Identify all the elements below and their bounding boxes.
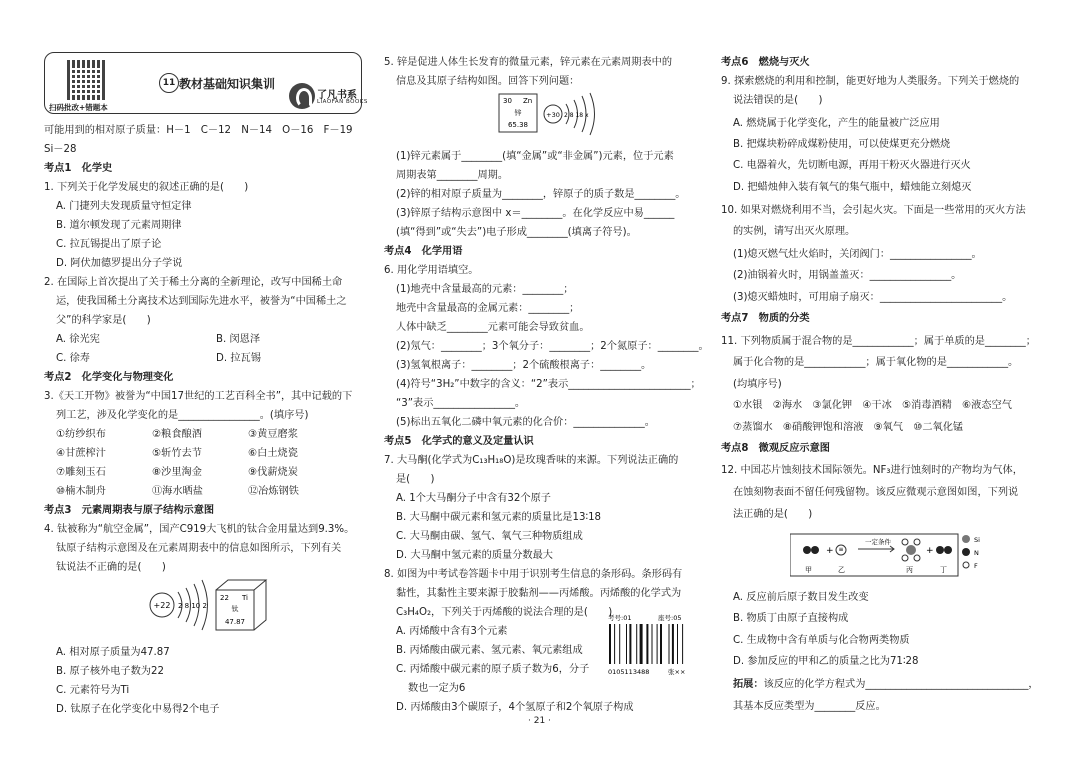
text-line: 周期表第________周期。 <box>396 170 509 181</box>
text-line: 拓展：该反应的化学方程式为________________________________， <box>733 679 1039 690</box>
legend-f: F <box>974 562 978 570</box>
titanium-figure <box>140 578 280 644</box>
zn-number: 30 <box>503 97 512 105</box>
zn-nucleus: +30 <box>546 111 560 119</box>
text-line: (填“得到”或“失去”)电子形成________(填离子符号)。 <box>396 227 637 238</box>
text-line: 地壳中含量最高的金属元素：________； <box>396 303 580 314</box>
text-line: C. 生成物中含有单质与化合物两类物质 <box>733 635 910 646</box>
seat-number: 座号:05 <box>658 614 682 622</box>
text-line: 其基本反应类型为________反应。 <box>733 701 886 712</box>
publisher-name: 了凡书系 <box>317 90 357 101</box>
text-line: A. 反应前后原子数目发生改变 <box>733 592 869 603</box>
text-line: ⑤斩竹去节 <box>152 448 202 459</box>
text-line: 父”的科学家是( ) <box>56 315 151 326</box>
text-line: ④甘蔗榨汁 <box>56 448 106 459</box>
text-line: (1)地壳中含量最高的元素：________； <box>396 284 574 295</box>
text-line: B. 大马酮中碳元素和氢元素的质量比是13∶18 <box>396 512 602 523</box>
text-line: ⑫冶炼钢铁 <box>248 486 299 497</box>
zn-shells: 2 8 18 x <box>564 112 589 119</box>
text-line: A. 相对原子质量为47.87 <box>56 647 170 658</box>
section-heading: 考点4 化学用语 <box>384 246 463 257</box>
label-jia: 甲 <box>805 566 812 574</box>
text-line: (3)熄灭蜡烛时，可用扇子扇灭：________________________。 <box>733 292 1013 303</box>
text-line: (2)锌的相对原子质量为________，锌原子的质子数是________。 <box>396 189 686 200</box>
barcode-bar <box>660 624 662 664</box>
text-line: 11. 下列物质属于混合物的是____________；属于单质的是________； <box>721 336 1036 347</box>
section-heading: 考点7 物质的分类 <box>721 313 810 324</box>
barcode-bars <box>609 624 683 664</box>
label-bing: 丙 <box>906 566 913 574</box>
text-line: A. 门捷列夫发现质量守恒定律 <box>56 201 192 212</box>
ti-nucleus: +22 <box>153 601 171 610</box>
section-heading: 考点1 化学史 <box>44 163 113 174</box>
svg-text:+: + <box>926 546 934 556</box>
barcode-bar <box>652 624 653 664</box>
qr-caption: 扫码批改+错题本 <box>49 103 108 112</box>
text-line: 8. 如图为中考试卷答题卡中用于识别考生信息的条形码。条形码有 <box>384 569 683 580</box>
page-number: · 21 · <box>528 716 551 726</box>
text-line: D. 丙烯酸由3个碳原子，4个氢原子和2个氧原子构成 <box>396 702 634 713</box>
text-line: B. 物质丁由原子直接构成 <box>733 613 849 624</box>
text-line: D. 参加反应的甲和乙的质量之比为71∶28 <box>733 656 919 667</box>
svg-text:≡: ≡ <box>838 546 844 553</box>
unit-badge: 11 <box>159 73 179 93</box>
section-heading: 考点6 燃烧与灭火 <box>721 57 810 68</box>
publisher-subtitle: LIAOFAN BOOKS <box>317 99 368 105</box>
ti-shells: 2 8 10 2 <box>178 602 207 610</box>
label-ding: 丁 <box>940 566 947 574</box>
barcode-bar <box>619 624 620 664</box>
ti-mass: 47.87 <box>224 618 246 626</box>
text-line: ⑨伐薪烧炭 <box>248 467 298 478</box>
text-line: A. 燃烧属于化学变化，产生的能量被广泛应用 <box>733 118 940 129</box>
text-line: 10. 如果对燃烧利用不当，会引起火灾。下面是一些常用的灭火方法 <box>721 205 1026 216</box>
barcode-digits: 0105113488 <box>608 668 650 676</box>
text-line: B. 把煤块粉碎成煤粉使用，可以使煤更充分燃烧 <box>733 139 951 150</box>
text-line: (3)锌原子结构示意图中 x＝________。在化学反应中易______ <box>396 208 675 219</box>
text-line: 数也一定为6 <box>408 683 466 694</box>
text-line: (4)符号“3H₂”中数字的含义：“2”表示________________________； <box>396 379 701 390</box>
text-line: D. 大马酮中氢元素的质量分数最大 <box>396 550 553 561</box>
text-line: (3)氢氧根离子：________；2个硫酸根离子：________。 <box>396 360 652 371</box>
zn-name: 锌 <box>514 109 522 117</box>
text-line: ②粮食酿酒 <box>152 429 202 440</box>
barcode-bar <box>672 624 674 664</box>
text-line: ⑦雕刻玉石 <box>56 467 106 478</box>
titanium-periodic-card <box>216 580 266 630</box>
label-yi: 乙 <box>838 566 845 574</box>
text-line: B. 原子核外电子数为22 <box>56 666 164 677</box>
barcode-bar <box>657 624 658 664</box>
barcode-bar <box>614 624 615 664</box>
qr-code-icon[interactable] <box>67 60 107 100</box>
barcode-bar <box>626 624 627 664</box>
text-line: C. 拉瓦锡提出了原子论 <box>56 239 162 250</box>
text-line: (1)锌元素属于________(填“金属”或“非金属”)元素，位于元素 <box>396 151 674 162</box>
text-line: B. 道尔顿发现了元素周期律 <box>56 220 182 231</box>
barcode-bar <box>609 624 611 664</box>
banner-title: 教材基础知识集训 <box>179 77 276 91</box>
titanium-atom-diagram <box>150 580 208 630</box>
barcode-bar <box>640 624 643 664</box>
text-line: A. 丙烯酸中含有3个元素 <box>396 626 508 637</box>
text-line: (5)标出五氧化二磷中氧元素的化合价：______________。 <box>396 417 655 428</box>
text-line: 2. 在国际上首次提出了关于稀土分离的全新理论，改写中国稀土命 <box>44 277 343 288</box>
barcode-bar <box>682 624 683 664</box>
zn-mass: 65.38 <box>507 121 529 129</box>
text-line: 5. 锌是促进人体生长发育的微量元素，锌元素在元素周期表中的 <box>384 57 673 68</box>
section-heading: 考点8 微观反应示意图 <box>721 443 830 454</box>
text-line: C. 电器着火，先切断电源，再用干粉灭火器进行灭火 <box>733 160 971 171</box>
section-heading: 考点3 元素周期表与原子结构示意图 <box>44 505 215 516</box>
text-line: (均填序号) <box>733 379 782 390</box>
text-line: B. 闵恩泽 <box>216 334 261 345</box>
publisher-logo-icon <box>289 83 315 109</box>
text-line: 7. 大马酮(化学式为C₁₃H₁₈O)是玫瑰香味的来源。下列说法正确的 <box>384 455 679 466</box>
text-line: ⑧沙里淘金 <box>152 467 202 478</box>
text-line: 12. 中国芯片蚀刻技术国际领先。NF₃进行蚀刻时的产物均为气体， <box>721 465 1023 476</box>
text-line: 4. 钛被称为“航空金属”，国产C919大飞机的钛合金用量达到9.3%。 <box>44 524 355 535</box>
text-line: 1. 下列关于化学发展史的叙述正确的是( ) <box>44 182 249 193</box>
text-line: 说法错误的是( ) <box>733 95 823 106</box>
text-line: C. 元素符号为Ti <box>56 685 130 696</box>
text-line: 9. 探索燃烧的利用和控制，能更好地为人类服务。下列关于燃烧的 <box>721 76 1020 87</box>
text-line: (1)熄灭燃气灶火焰时，关闭阀门：________________。 <box>733 249 982 260</box>
reaction-diagram <box>790 530 990 580</box>
text-line: C. 大马酮由碳、氢气、氧气三种物质组成 <box>396 531 583 542</box>
text-line: 信息及其原子结构如图。回答下列问题： <box>396 76 580 87</box>
text-line: 黏性，其黏性主要来源于胶黏剂——丙烯酸。丙烯酸的化学式为 <box>396 588 682 599</box>
text-line: D. 拉瓦锡 <box>216 353 261 364</box>
text-line: D. 钛原子在化学变化中易得2个电子 <box>56 704 220 715</box>
reaction-condition: 一定条件 <box>865 538 891 546</box>
barcode-bar <box>636 624 637 664</box>
zinc-figure <box>497 92 607 137</box>
text-line: 是( ) <box>396 474 435 485</box>
text-line: 的实例，请写出灭火原理。 <box>733 226 856 237</box>
text-line: 法正确的是( ) <box>733 509 813 520</box>
text-line: ⑦蒸馏水 ⑧硝酸钾饱和溶液 ⑨氧气 ⑩二氧化锰 <box>733 422 964 433</box>
legend-n: N <box>974 549 979 557</box>
text-line: ①水银 ②海水 ③氯化钾 ④干冰 ⑤消毒酒精 ⑥液态空气 <box>733 400 1012 411</box>
barcode-name: 张×× <box>668 668 686 676</box>
exam-number: 考号:01 <box>608 614 632 622</box>
barcode-bar <box>629 624 631 664</box>
text-line: 3.《天工开物》被誉为“中国17世纪的工艺百科全书”，其中记载的下 <box>44 391 353 402</box>
text-line: C. 丙烯酸中碳元素的原子质子数为6，分子 <box>396 664 590 675</box>
text-line: A. 徐光宪 <box>56 334 100 345</box>
legend-si: Si <box>974 536 980 544</box>
text-line: 列工艺，涉及化学变化的是________________。(填序号) <box>56 410 309 421</box>
text-line: “3”表示________________。 <box>396 398 526 409</box>
text-line: D. 把蜡烛伸入装有氧气的集气瓶中，蜡烛能立刻熄灭 <box>733 182 972 193</box>
text-line: B. 丙烯酸由碳元素、氢元素、氧元素组成 <box>396 645 583 656</box>
section-banner <box>44 52 368 114</box>
text-line: 钛说法不正确的是( ) <box>56 562 166 573</box>
svg-text:+: + <box>826 546 834 556</box>
ti-name: 钛 <box>231 605 239 613</box>
barcode-bar <box>669 624 670 664</box>
text-line: 属于化合物的是____________；属于氧化物的是____________。 <box>733 357 1019 368</box>
text-line: A. 1个大马酮分子中含有32个原子 <box>396 493 551 504</box>
barcode-bar <box>677 624 678 664</box>
text-line: 人体中缺乏________元素可能会导致贫血。 <box>396 322 590 333</box>
ti-number: 22 <box>220 594 229 602</box>
text-line: C. 徐寿 <box>56 353 90 364</box>
barcode-figure <box>606 612 692 676</box>
text-line: ⑩楠木制舟 <box>56 486 106 497</box>
text-line: C₃H₄O₂，下列关于丙烯酸的说法合理的是( ) <box>396 607 613 618</box>
text-line: 运，使我国稀土分离技术达到国际先进水平，被誉为“中国稀土之 <box>56 296 347 307</box>
text-line: ①纺纱织布 <box>56 429 106 440</box>
text-line: ③黄豆磨浆 <box>248 429 298 440</box>
text-line: D. 阿伏加德罗提出分子学说 <box>56 258 183 269</box>
section-heading: 考点5 化学式的意义及定量认识 <box>384 436 534 447</box>
text-line: 在蚀刻物表面不留任何残留物。该反应微观示意图如图，下列说 <box>733 487 1019 498</box>
text-line: 可能用到的相对原子质量：H－1 C－12 N－14 O－16 F－19 <box>44 125 353 136</box>
ti-symbol: Ti <box>242 594 249 602</box>
text-line: Si－28 <box>44 144 77 155</box>
section-heading: 考点2 化学变化与物理变化 <box>44 372 174 383</box>
text-line: ⑥白土烧瓷 <box>248 448 298 459</box>
text-line: 6. 用化学用语填空。 <box>384 265 479 276</box>
zn-symbol: Zn <box>523 97 533 105</box>
text-line: 钛原子结构示意图及在元素周期表中的信息如图所示，下列有关 <box>56 543 342 554</box>
barcode-bar <box>646 624 648 664</box>
text-line: (2)油锅着火时，用锅盖盖灭：________________。 <box>733 270 962 281</box>
text-line: (2)氖气：________；3个氧分子：________；2个氮原子：________。 <box>396 341 709 352</box>
text-line: ⑪海水晒盐 <box>152 486 203 497</box>
